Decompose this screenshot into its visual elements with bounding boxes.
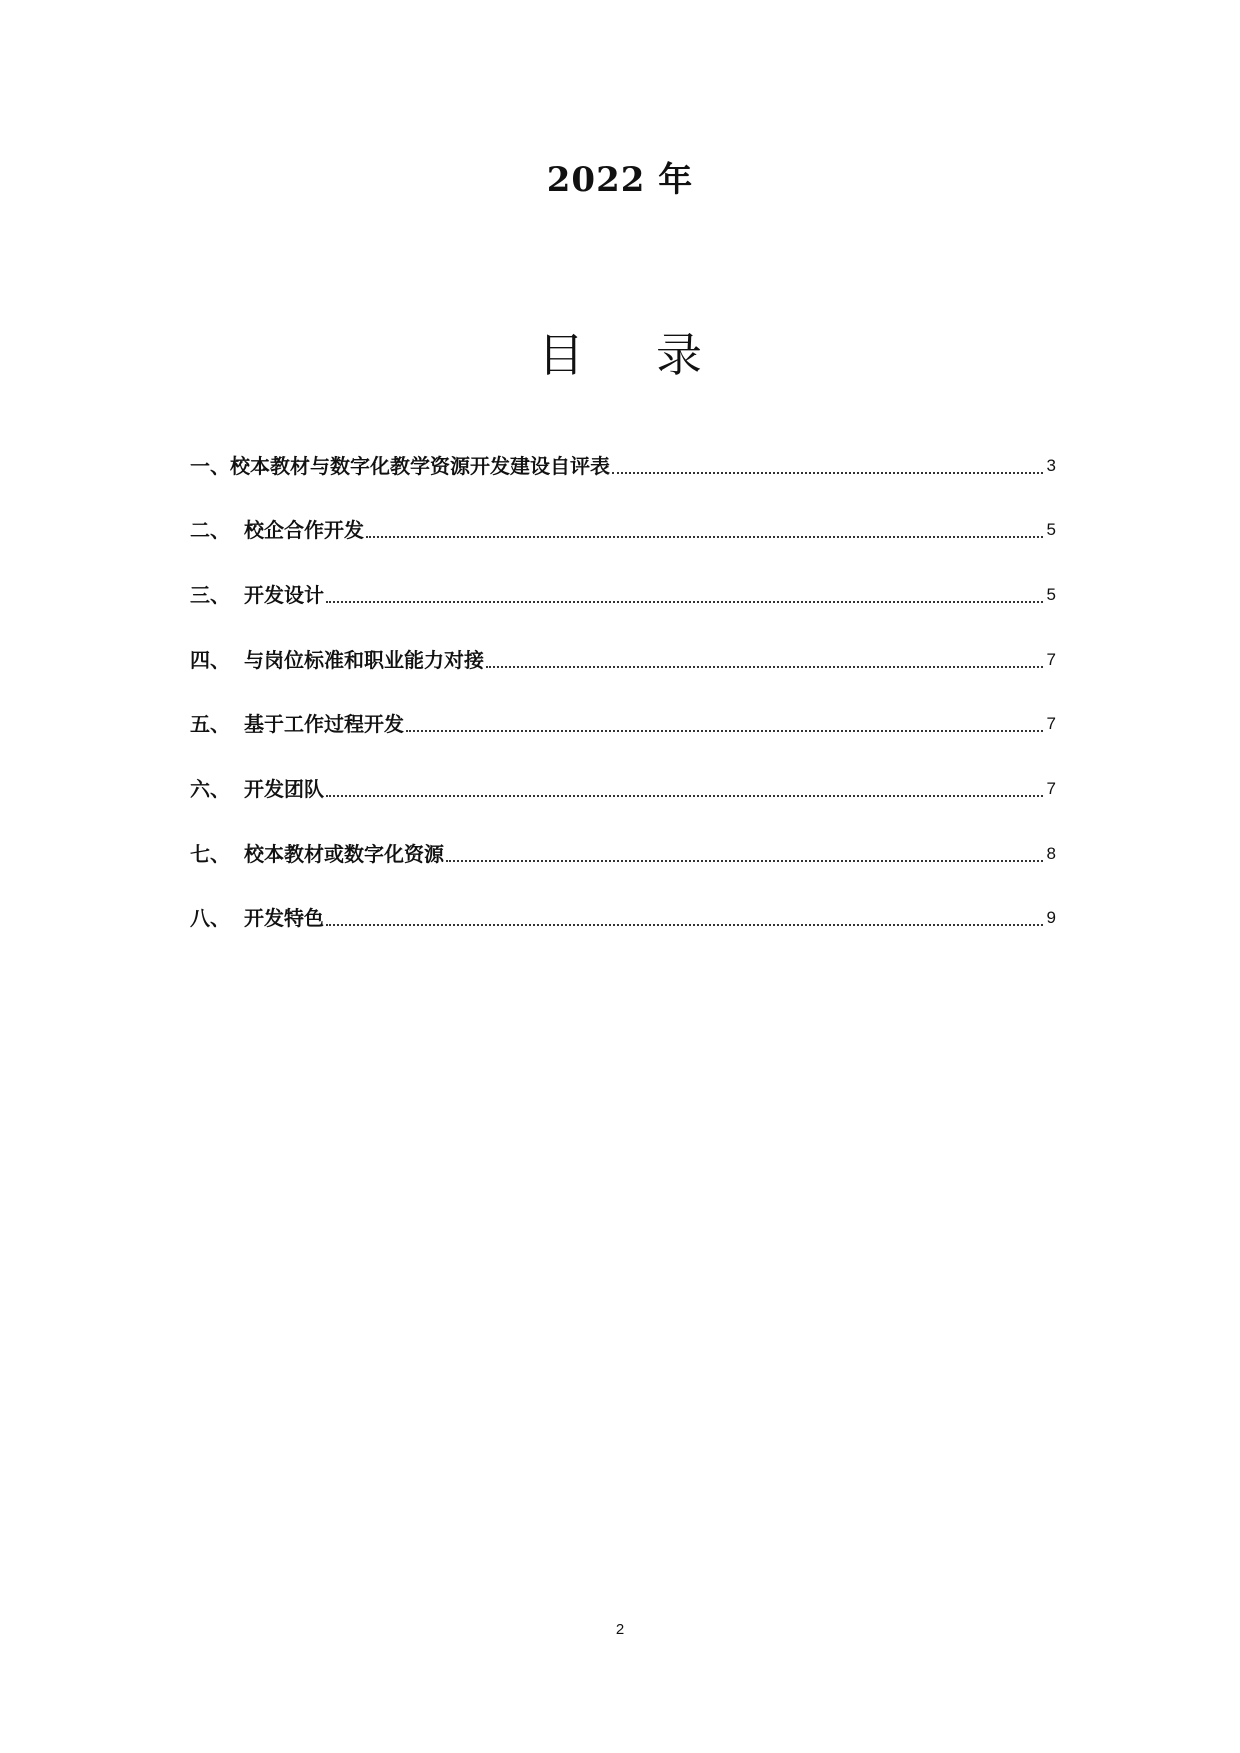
toc-entry-number: 三、 — [190, 583, 230, 607]
toc-entry-number: 四、 — [190, 648, 230, 672]
toc-leader-dots — [612, 472, 1043, 474]
toc-entry-label: 开发团队 — [244, 777, 324, 801]
toc-leader-dots — [326, 795, 1043, 797]
toc-leader-dots — [446, 860, 1043, 862]
toc-entry-label: 开发特色 — [244, 906, 324, 930]
toc-entry-page: 9 — [1046, 908, 1056, 927]
toc-title — [0, 320, 1240, 390]
toc-entry-number: 五、 — [190, 712, 230, 736]
toc-entry-page: 5 — [1046, 585, 1056, 604]
toc-entry-6[interactable] — [190, 763, 1056, 803]
toc-leader-dots — [366, 536, 1043, 538]
toc-entry-page: 7 — [1046, 650, 1056, 669]
toc-entry-7[interactable] — [190, 828, 1056, 868]
toc-entry-5[interactable] — [190, 698, 1056, 738]
toc-entry-3[interactable] — [190, 569, 1056, 609]
toc-leader-dots — [326, 924, 1043, 926]
toc-entry-page: 7 — [1046, 714, 1056, 733]
toc-entry-page: 5 — [1046, 520, 1056, 539]
toc-title-left: 目 — [538, 328, 584, 382]
toc-entry-number: 六、 — [190, 777, 230, 801]
toc-leader-dots — [406, 730, 1043, 732]
page-number: 2 — [615, 1621, 625, 1638]
toc-leader-dots — [486, 666, 1043, 668]
toc-entry-4[interactable] — [190, 634, 1056, 674]
toc-title-right: 录 — [656, 328, 702, 382]
toc-entry-8[interactable] — [190, 892, 1056, 932]
toc-entry-label: 与岗位标准和职业能力对接 — [244, 648, 484, 672]
toc-entry-page: 3 — [1046, 456, 1056, 475]
toc-entry-label: 校本教材或数字化资源 — [244, 842, 444, 866]
toc-leader-dots — [326, 601, 1043, 603]
toc-entry-2[interactable] — [190, 504, 1056, 544]
toc-entry-label: 基于工作过程开发 — [244, 712, 404, 736]
toc-entry-number: 二、 — [190, 518, 230, 542]
toc-entry-number: 一、 — [190, 454, 230, 478]
toc-entry-1[interactable] — [190, 440, 1056, 480]
toc-entry-number: 七、 — [190, 842, 230, 866]
toc-entry-label: 校本教材与数字化教学资源开发建设自评表 — [230, 454, 610, 478]
toc-entry-number: 八、 — [190, 906, 230, 930]
toc-entry-label: 校企合作开发 — [244, 518, 364, 542]
toc-entry-label: 开发设计 — [244, 583, 324, 607]
toc-entry-page: 7 — [1046, 779, 1056, 798]
toc-entry-page: 8 — [1046, 844, 1056, 863]
year-heading: 2022 年 — [546, 160, 694, 200]
